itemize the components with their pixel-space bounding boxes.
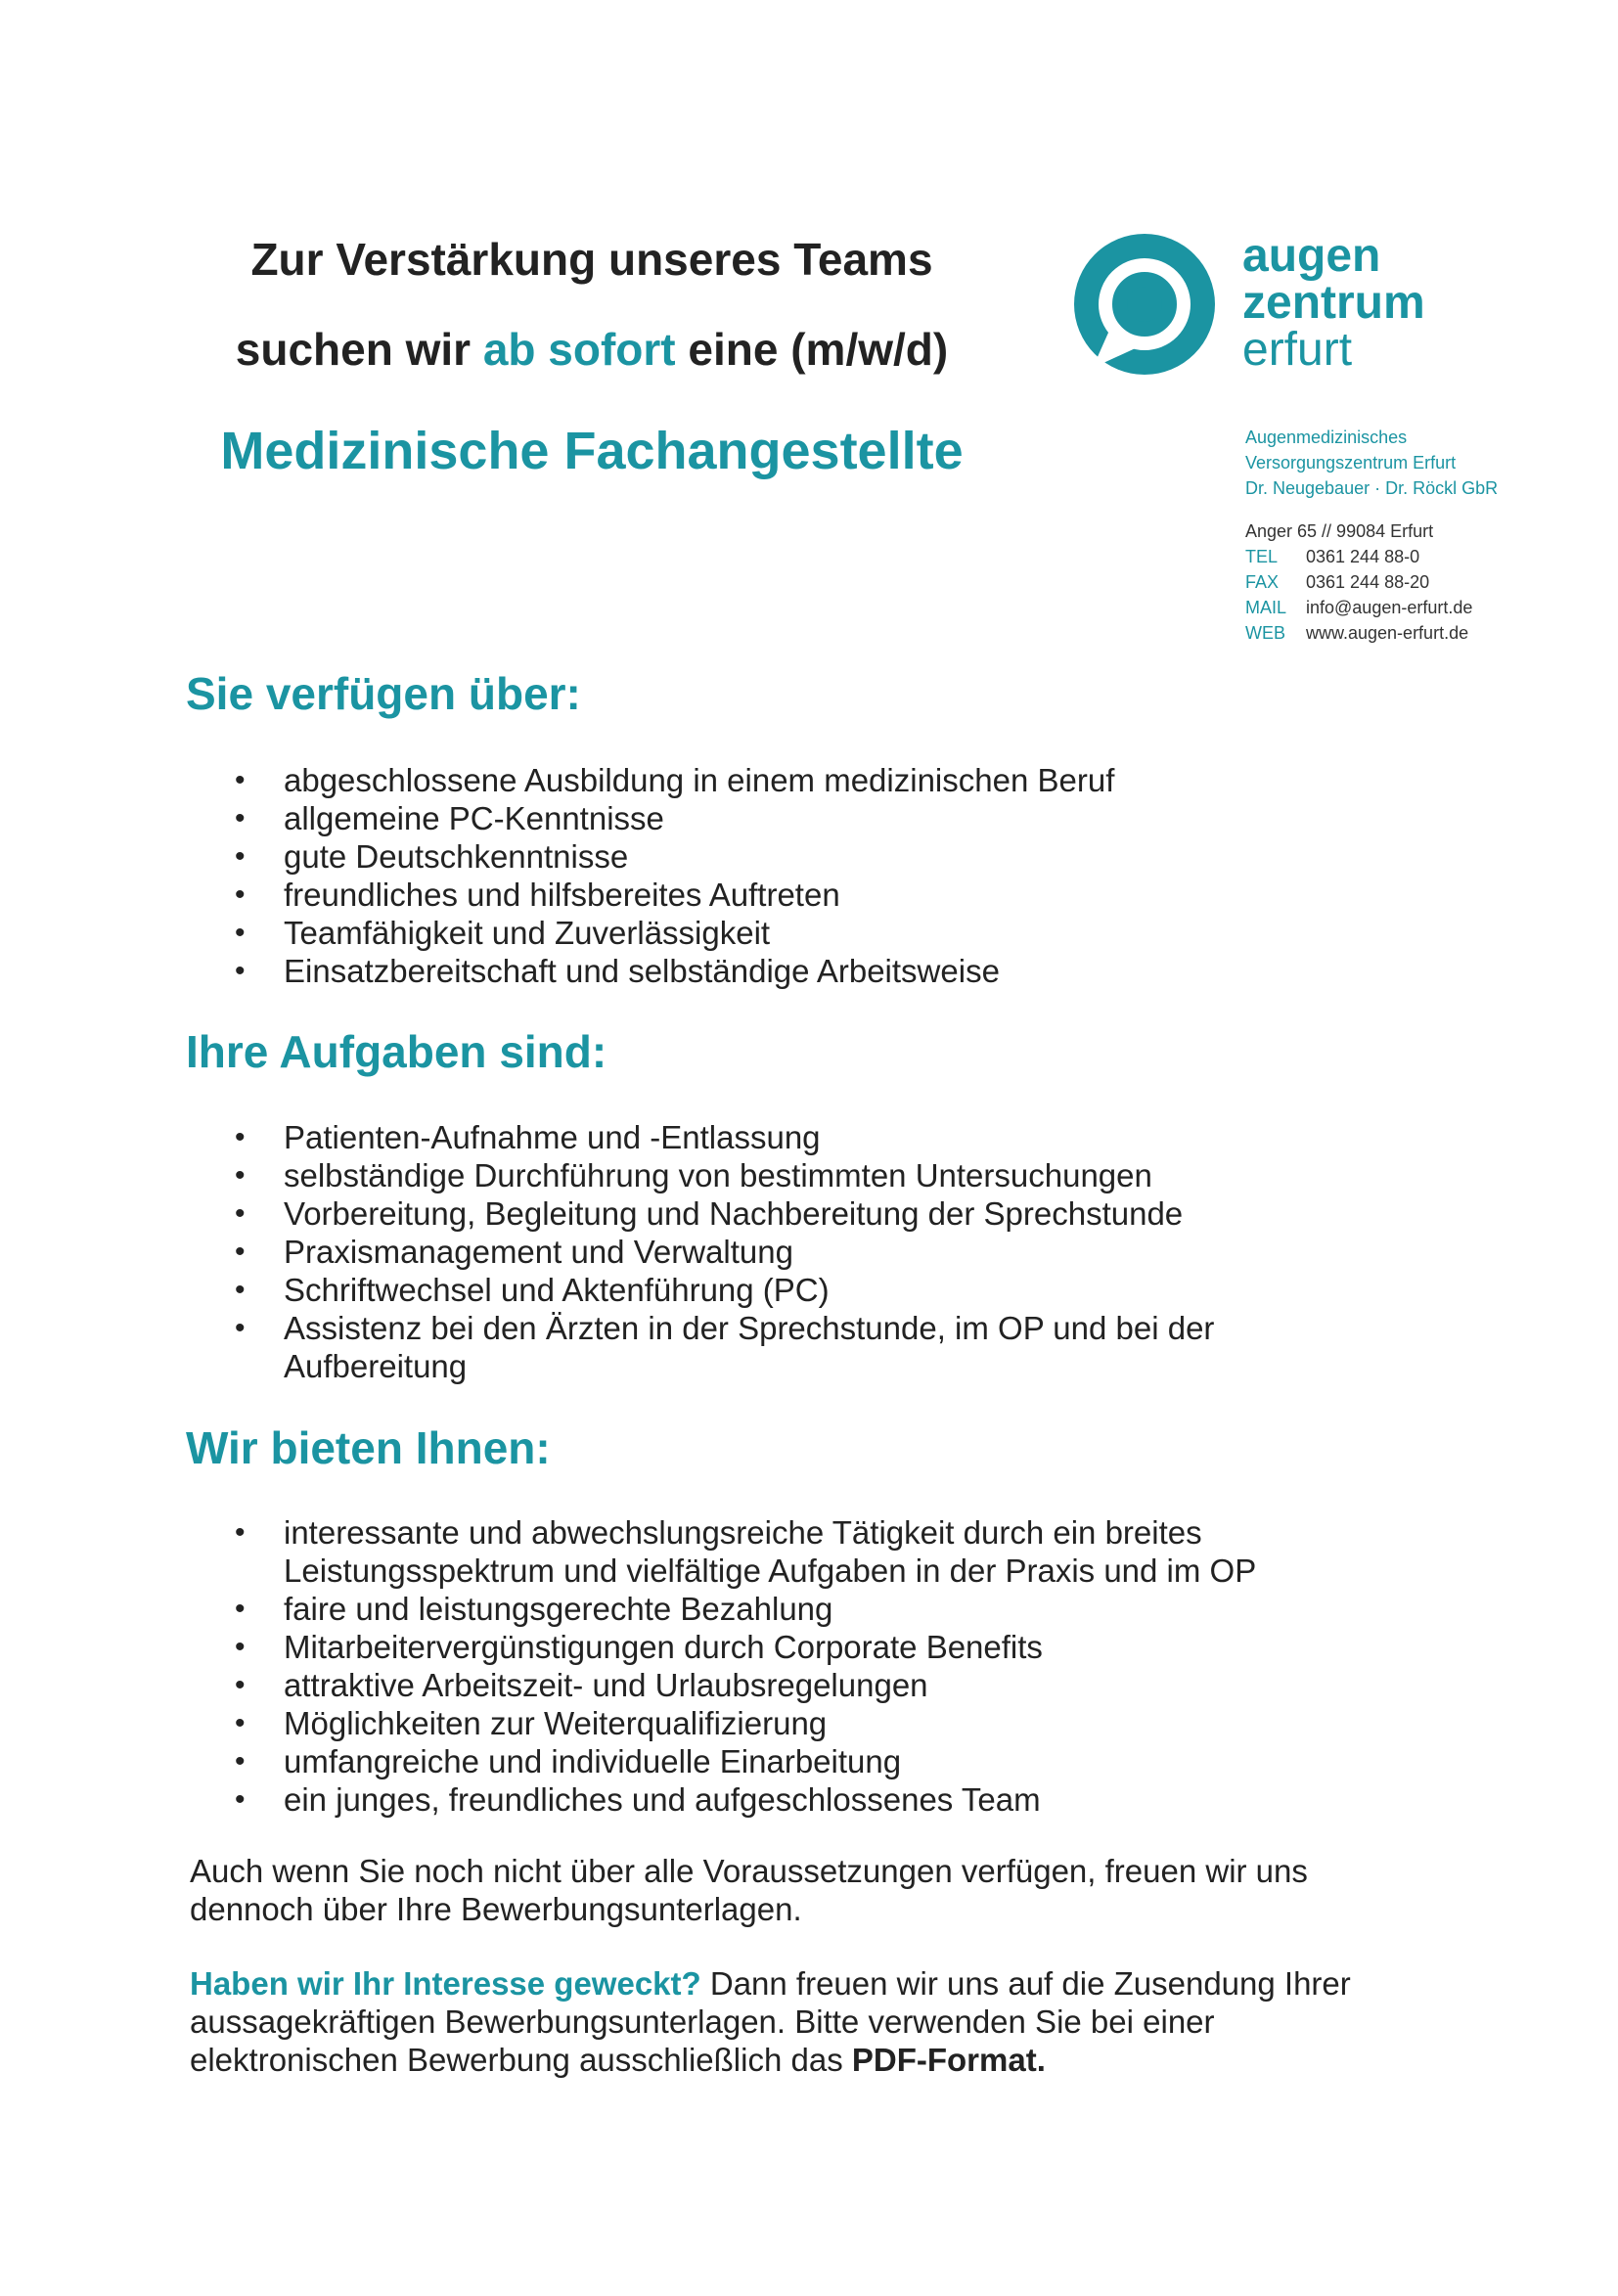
list-item: • faire und leistungsgerechte Bezahlung <box>284 1590 1330 1628</box>
contact-row-mail <box>1245 595 1472 620</box>
list-item: • freundliches und hilfsbereites Auftreten <box>284 876 1114 914</box>
brand-line-2: zentrum <box>1242 277 1425 329</box>
section-title-requirements: Sie verfügen über: <box>186 668 581 719</box>
closing-note: Auch wenn Sie noch nicht über alle Voraussetzungen verfügen, freuen wir uns dennoch über Ihre Bewerbungsunterlagen. <box>190 1853 1308 1927</box>
list-item: • ein junges, freundliches und aufgeschlossenes Team <box>284 1780 1330 1819</box>
list-item: • attraktive Arbeitszeit- und Urlaubsregelungen <box>284 1666 1330 1704</box>
tasks-list <box>235 1118 1301 1385</box>
list-item: • Möglichkeiten zur Weiterqualifizierung <box>284 1704 1330 1742</box>
headline-line-1: Zur Verstärkung unseres Teams <box>250 234 933 285</box>
brand-line-1: augen <box>1242 230 1381 282</box>
brand-line-3: erfurt <box>1242 324 1353 376</box>
organization-line: Versorgungszentrum Erfurt <box>1245 453 1457 473</box>
section-title-offers: Wir bieten Ihnen: <box>186 1422 551 1473</box>
list-item: • interessante und abwechslungsreiche Tätigkeit durch ein breites Leistungsspektrum und vielfältige Aufgaben in der Praxis und im OP <box>284 1513 1330 1590</box>
list-item: • Einsatzbereitschaft und selbständige Arbeitsweise <box>284 952 1114 990</box>
organization-line: Augenmedizinisches <box>1245 428 1408 447</box>
headline-suffix: eine (m/w/d) <box>675 324 949 375</box>
headline-prefix: suchen wir <box>235 324 483 375</box>
contact-label: MAIL <box>1245 598 1287 617</box>
list-item: • Schriftwechsel und Aktenführung (PC) <box>284 1271 1301 1309</box>
organization-info <box>1245 425 1498 501</box>
cta-format: PDF-Format. <box>851 2042 1046 2078</box>
contact-label: FAX <box>1245 572 1280 592</box>
list-item: • Praxismanagement und Verwaltung <box>284 1233 1301 1271</box>
augenzentrum-logo-icon <box>1071 231 1218 378</box>
contact-email[interactable]: info@augen-erfurt.de <box>1306 598 1473 617</box>
contact-row-web <box>1245 620 1472 646</box>
contact-block <box>1245 518 1472 646</box>
contact-label: TEL <box>1245 547 1279 566</box>
list-item: • gute Deutschkenntnisse <box>284 837 1114 876</box>
list-item: • Patienten-Aufnahme und -Entlassung <box>284 1118 1301 1156</box>
call-to-action <box>190 1964 1393 2079</box>
list-item: • Teamfähigkeit und Zuverlässigkeit <box>284 914 1114 952</box>
headline-accent: ab sofort <box>482 324 676 375</box>
contact-label: WEB <box>1245 623 1286 643</box>
contact-row-tel <box>1245 544 1472 569</box>
list-item: • Assistenz bei den Ärzten in der Sprechstunde, im OP und bei der Aufbereitung <box>284 1309 1301 1385</box>
brand-wordmark <box>1242 230 1425 376</box>
cta-text: Dann freuen wir uns auf die Zusendung Ihrer aussagekräftigen Bewerbungsunterlagen. Bitte verwenden Sie bei einer elektronischen Bewerbung ausschließlich das <box>190 1965 1351 2078</box>
cta-accent: Haben wir Ihr Interesse geweckt? <box>190 1965 701 2002</box>
contact-address: Anger 65 // 99084 Erfurt <box>1245 521 1434 541</box>
headline-line-2 <box>186 323 998 376</box>
contact-row-fax <box>1245 569 1472 595</box>
organization-line: Dr. Neugebauer · Dr. Röckl GbR <box>1245 478 1499 498</box>
contact-phone: 0361 244 88-0 <box>1306 547 1420 566</box>
list-item: • umfangreiche und individuelle Einarbeitung <box>284 1742 1330 1780</box>
contact-fax: 0361 244 88-20 <box>1306 572 1430 592</box>
offers-list <box>235 1513 1330 1819</box>
list-item: • allgemeine PC-Kenntnisse <box>284 799 1114 837</box>
list-item: • Mitarbeitervergünstigungen durch Corporate Benefits <box>284 1628 1330 1666</box>
list-item: • Vorbereitung, Begleitung und Nachbereitung der Sprechstunde <box>284 1194 1301 1233</box>
section-title-tasks: Ihre Aufgaben sind: <box>186 1026 607 1077</box>
requirements-list <box>235 761 1114 990</box>
job-title: Medizinische Fachangestellte <box>220 422 964 480</box>
list-item: • selbständige Durchführung von bestimmten Untersuchungen <box>284 1156 1301 1194</box>
list-item: • abgeschlossene Ausbildung in einem medizinischen Beruf <box>284 761 1114 799</box>
contact-website[interactable]: www.augen-erfurt.de <box>1306 623 1469 643</box>
